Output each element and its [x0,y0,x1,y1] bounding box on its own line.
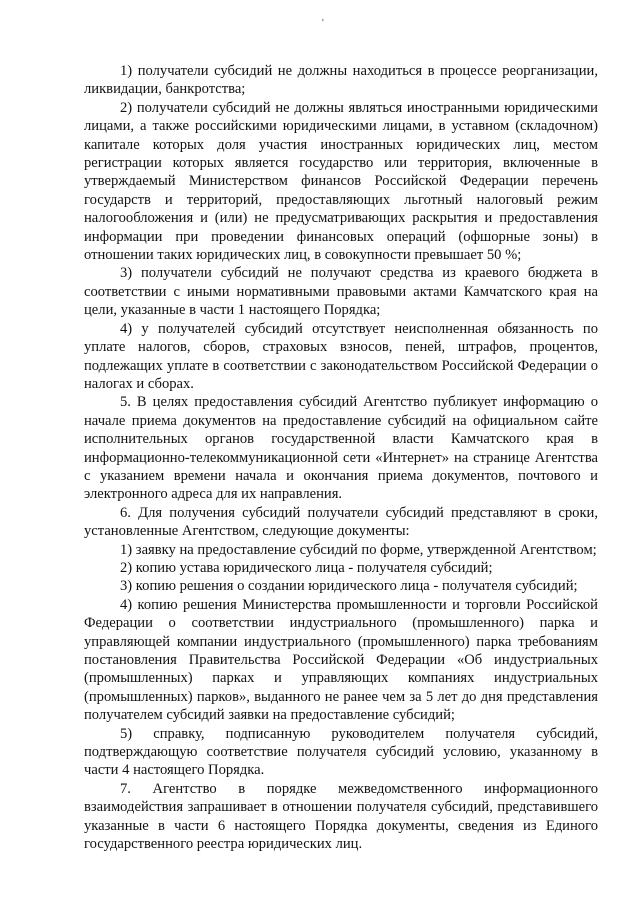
page-marker: ' [322,18,324,29]
paragraph-7: 7. Агентство в порядке межведомственного информационного взаимодействия запрашивает в отношении получателя субсидий, представившего указанные в части 6 настоящего Порядка документы, сведения из Единого государственного реестра юридических лиц. [84,780,598,853]
paragraph-6-4: 4) копию решения Министерства промышленности и торговли Российской Федерации о соответствии индустриального (промышленного) парка и управляющей компании индустриального (промышленного) парка требованиям постановления Правительства Российской Федерации «Об индустриальных (промышленных) парках и управляющих компаниях индустриальных (промышленных) парков», выданного не ранее чем за 5 лет до дня представления получателем субсидий заявки на предоставление субсидий; [84,596,598,724]
paragraph-6: 6. Для получения субсидий получатели субсидий представляют в сроки, установленные Агентством, следующие документы: [84,504,598,540]
paragraph-1-2: 2) получатели субсидий не должны являться иностранными юридическими лицами, а также российскими юридическими лицами, в уставном (складочном) капитале которых доля участия иностранных юридических лиц, местом регистрации которых является государство или территория, включенные в утверждаемый Министерством финансов Российской Федерации перечень государств и территорий, предоставляющих льготный налоговый режим налогообложения и (или) не предусматривающих раскрытия и предоставления информации при проведении финансовых операций (офшорные зоны) в отношении таких юридических лиц, в совокупности превышает 50 %; [84,99,598,264]
paragraph-5: 5. В целях предоставления субсидий Агентство публикует информацию о начале приема документов на предоставление субсидий на официальном сайте исполнительных органов государственной власти Камчатского края в информационно-телекоммуникационной сети «Интернет» на странице Агентства с указанием времени начала и окончания приема документов, почтового и электронного адреса для их направления. [84,394,598,503]
paragraph-1-1: 1) получатели субсидий не должны находиться в процессе реорганизации, ликвидации, банкротства; [84,63,598,98]
paragraph-6-3: 3) копию решения о создании юридического лица - получателя субсидий; [120,578,578,595]
paragraph-1-4: 4) у получателей субсидий отсутствует неисполненная обязанность по уплате налогов, сборов, страховых взносов, пеней, штрафов, процентов, подлежащих уплате в соответствии с законодательством Российской Федерации о налогах и сборах. [84,320,598,392]
paragraph-6-5: 5) справку, подписанную руководителем получателя субсидий, подтверждающую соответствие получателя субсидий условию, указанному в части 4 настоящего Порядка. [84,725,598,779]
document-body [84,62,598,853]
paragraph-6-1: 1) заявку на предоставление субсидий по форме, утвержденной Агентством; [120,541,597,558]
paragraph-6-2: 2) копию устава юридического лица - получателя субсидий; [120,559,493,576]
paragraph-1-3: 3) получатели субсидий не получают средства из краевого бюджета в соответствии с иными нормативными правовыми актами Камчатского края на цели, указанные в части 1 настоящего Порядка; [84,265,598,319]
